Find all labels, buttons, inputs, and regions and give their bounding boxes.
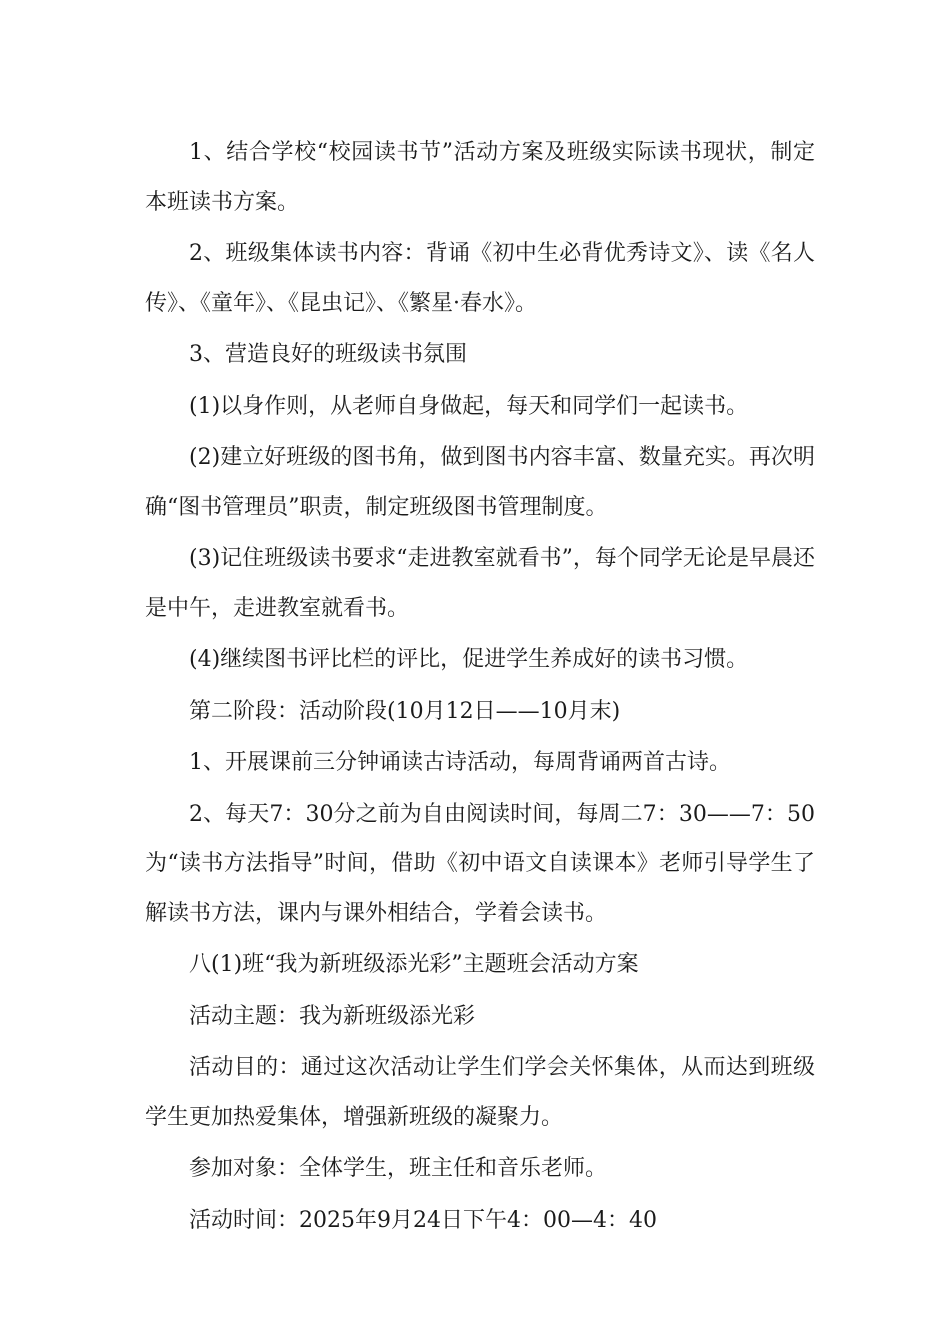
- paragraph-item-2: (2)建立好班级的图书角，做到图书内容丰富、数量充实。再次明确“图书管理员”职责，制定班级图书管理制度。: [145, 445, 815, 520]
- paragraph-reading-content: 2、班级集体读书内容：背诵《初中生必背优秀诗文》、读《名人传》、《童年》、《昆虫记》、《繁星·春水》。: [145, 241, 815, 316]
- paragraph-item-4: (4)继续图书评比栏的评比，促进学生养成好的读书习惯。: [189, 647, 749, 672]
- paragraph-activity-goal: 活动目的：通过这次活动让学生们学会关怀集体，从而达到班级学生更加热爱集体，增强新班级的凝聚力。: [145, 1055, 815, 1130]
- paragraph-class-meeting-title: 八(1)班“我为新班级添光彩”主题班会活动方案: [189, 952, 639, 977]
- paragraph-atmosphere-heading: 3、营造良好的班级读书氛围: [189, 342, 467, 367]
- paragraph-stage-two-item-2: 2、每天7：30分之前为自由阅读时间，每周二7：30——7：50为“读书方法指导”时间，借助《初中语文自读课本》老师引导学生了解读书方法，课内与课外相结合，学着会读书。: [145, 801, 815, 926]
- paragraph-stage-two-heading: 第二阶段：活动阶段(10月12日——10月末): [189, 698, 621, 724]
- paragraph-item-1: (1)以身作则，从老师自身做起，每天和同学们一起读书。: [189, 393, 749, 419]
- paragraph-item-3: (3)记住班级读书要求“走进教室就看书”，每个同学无论是早晨还是中午，走进教室就看书。: [145, 546, 815, 621]
- paragraph-stage-two-item-1: 1、开展课前三分钟诵读古诗活动，每周背诵两首古诗。: [189, 750, 731, 775]
- paragraph-activity-time: 活动时间：2025年9月24日下午4：00—4：40: [189, 1207, 657, 1233]
- paragraph-activity-theme: 活动主题：我为新班级添光彩: [189, 1003, 476, 1029]
- document-body: [145, 128, 815, 1247]
- paragraph-participants: 参加对象：全体学生，班主任和音乐老师。: [189, 1156, 608, 1181]
- paragraph-plan-basis: 1、结合学校“校园读书节”活动方案及班级实际读书现状，制定本班读书方案。: [145, 140, 815, 215]
